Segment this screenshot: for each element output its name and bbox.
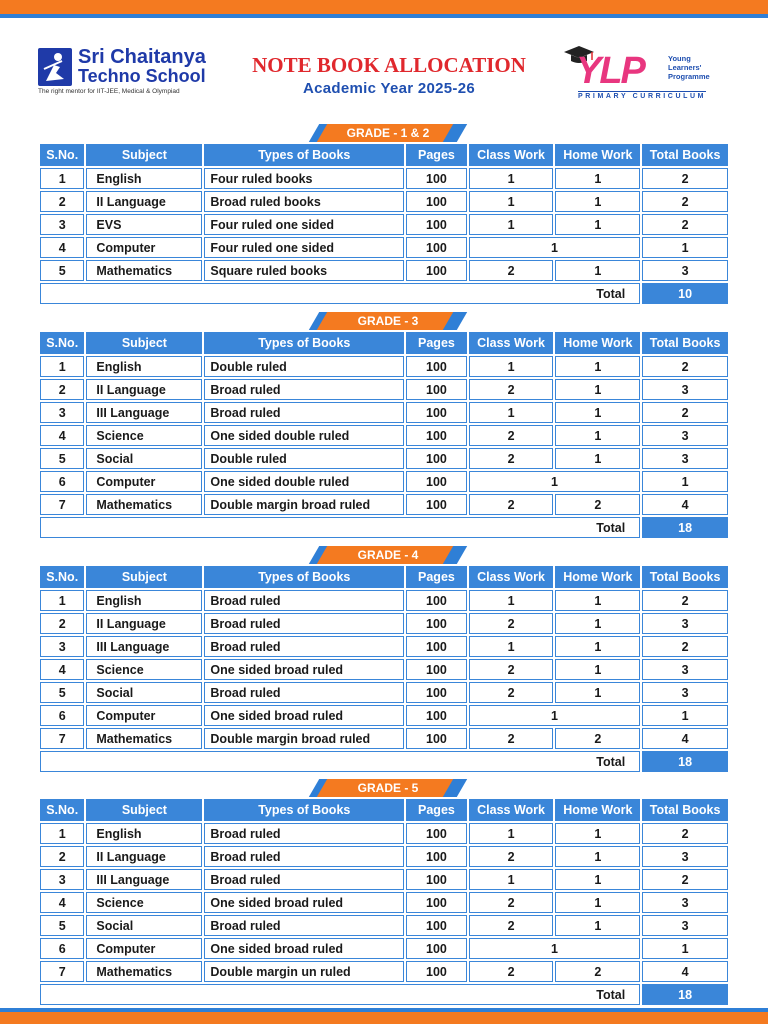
table-row: [40, 494, 728, 515]
table-row: [40, 613, 728, 634]
pages-cell: 100: [406, 846, 467, 867]
class-work-cell: 2: [469, 494, 554, 515]
table-row: [40, 402, 728, 423]
column-header: Total Books: [642, 566, 728, 588]
column-header: Total Books: [642, 799, 728, 821]
grade-banner-label: GRADE - 3: [357, 314, 419, 328]
class-work-cell: 1: [469, 214, 554, 235]
sno-cell: 2: [40, 379, 84, 400]
home-work-cell: 1: [555, 682, 640, 703]
column-header: Pages: [406, 144, 467, 166]
book-type-cell: One sided double ruled: [204, 471, 404, 492]
subject-cell: II Language: [86, 191, 202, 212]
home-work-cell: 1: [555, 892, 640, 913]
class-work-cell: 1: [469, 590, 554, 611]
column-header: Subject: [86, 566, 202, 588]
subject-cell: II Language: [86, 613, 202, 634]
home-work-cell: 1: [555, 823, 640, 844]
total-books-cell: 1: [642, 705, 728, 726]
subject-cell: Computer: [86, 471, 202, 492]
table-row: [40, 915, 728, 936]
sno-cell: 7: [40, 494, 84, 515]
sno-cell: 1: [40, 823, 84, 844]
book-type-cell: Broad ruled books: [204, 191, 404, 212]
sno-cell: 7: [40, 728, 84, 749]
column-header: Home Work: [555, 799, 640, 821]
subject-cell: Social: [86, 448, 202, 469]
home-work-cell: 2: [555, 728, 640, 749]
pages-cell: 100: [406, 260, 467, 281]
total-row: [40, 984, 728, 1005]
grade-banner-label: GRADE - 5: [357, 781, 419, 795]
book-type-cell: Broad ruled: [204, 613, 404, 634]
total-value: 10: [642, 283, 728, 304]
total-books-cell: 3: [642, 892, 728, 913]
column-header: Pages: [406, 799, 467, 821]
ylp-line2: Learners': [668, 63, 702, 72]
column-header: Types of Books: [204, 566, 404, 588]
sno-cell: 4: [40, 425, 84, 446]
book-type-cell: Double ruled: [204, 448, 404, 469]
book-type-cell: Double margin broad ruled: [204, 494, 404, 515]
home-work-cell: 1: [555, 356, 640, 377]
total-books-cell: 3: [642, 613, 728, 634]
table-row: [40, 590, 728, 611]
ylp-line3: Programme: [668, 72, 710, 81]
column-header: Class Work: [469, 566, 554, 588]
sno-cell: 1: [40, 356, 84, 377]
class-work-cell: 2: [469, 260, 554, 281]
home-work-cell: 1: [555, 425, 640, 446]
total-books-cell: 2: [642, 402, 728, 423]
sno-cell: 1: [40, 590, 84, 611]
sno-cell: 3: [40, 869, 84, 890]
book-type-cell: Four ruled books: [204, 168, 404, 189]
book-type-cell: Broad ruled: [204, 846, 404, 867]
page-subtitle: Academic Year 2025-26: [303, 80, 475, 97]
table-row: [40, 823, 728, 844]
book-type-cell: Double margin un ruled: [204, 961, 404, 982]
home-work-cell: 2: [555, 961, 640, 982]
ylp-programme-text: [668, 54, 710, 81]
subject-cell: Mathematics: [86, 728, 202, 749]
bottom-stripe-orange: [0, 1012, 768, 1024]
table-row: [40, 659, 728, 680]
total-books-cell: 4: [642, 494, 728, 515]
table-header-row: [40, 799, 728, 821]
logo-name-line2: Techno School: [78, 66, 206, 86]
table-row: [40, 961, 728, 982]
pages-cell: 100: [406, 659, 467, 680]
home-work-cell: 2: [555, 494, 640, 515]
class-work-cell: 2: [469, 728, 554, 749]
grade-banner: [314, 124, 462, 142]
home-work-cell: 1: [555, 191, 640, 212]
total-value: 18: [642, 984, 728, 1005]
class-work-cell: 1: [469, 168, 554, 189]
table-row: [40, 214, 728, 235]
total-row: [40, 751, 728, 772]
total-row: [40, 517, 728, 538]
subject-cell: Social: [86, 915, 202, 936]
column-header: Class Work: [469, 332, 554, 354]
sno-cell: 1: [40, 168, 84, 189]
total-books-cell: 3: [642, 915, 728, 936]
class-work-cell: 2: [469, 659, 554, 680]
grade-banner: [314, 546, 462, 564]
pages-cell: 100: [406, 448, 467, 469]
pages-cell: 100: [406, 191, 467, 212]
column-header: Types of Books: [204, 144, 404, 166]
subject-cell: Mathematics: [86, 494, 202, 515]
logo-name-line1: Sri Chaitanya: [78, 46, 206, 68]
table-row: [40, 237, 728, 258]
book-type-cell: Broad ruled: [204, 402, 404, 423]
subject-cell: Computer: [86, 237, 202, 258]
class-work-cell: 1: [469, 191, 554, 212]
pages-cell: 100: [406, 869, 467, 890]
class-work-cell: 1: [469, 636, 554, 657]
total-books-cell: 2: [642, 214, 728, 235]
total-books-cell: 1: [642, 471, 728, 492]
subject-cell: EVS: [86, 214, 202, 235]
table-header-row: [40, 332, 728, 354]
column-header: S.No.: [40, 799, 84, 821]
subject-cell: III Language: [86, 402, 202, 423]
book-type-cell: Broad ruled: [204, 590, 404, 611]
total-books-cell: 3: [642, 260, 728, 281]
total-books-cell: 2: [642, 590, 728, 611]
home-work-cell: 1: [555, 168, 640, 189]
table-row: [40, 471, 728, 492]
subject-cell: English: [86, 168, 202, 189]
class-work-cell: 2: [469, 682, 554, 703]
subject-cell: III Language: [86, 869, 202, 890]
total-books-cell: 3: [642, 682, 728, 703]
total-books-cell: 2: [642, 869, 728, 890]
total-books-cell: 3: [642, 425, 728, 446]
book-type-cell: Broad ruled: [204, 869, 404, 890]
pages-cell: 100: [406, 636, 467, 657]
sno-cell: 6: [40, 471, 84, 492]
pages-cell: 100: [406, 214, 467, 235]
total-books-cell: 2: [642, 636, 728, 657]
ylp-line1: Young: [668, 54, 691, 63]
total-books-cell: 3: [642, 379, 728, 400]
sno-cell: 5: [40, 448, 84, 469]
pages-cell: 100: [406, 425, 467, 446]
notebook-table: [38, 797, 730, 1007]
sno-cell: 5: [40, 682, 84, 703]
pages-cell: 100: [406, 379, 467, 400]
table-row: [40, 448, 728, 469]
top-stripe-blue: [0, 14, 768, 18]
table-row: [40, 260, 728, 281]
combined-work-cell: 1: [469, 237, 641, 258]
sno-cell: 4: [40, 659, 84, 680]
column-header: Types of Books: [204, 332, 404, 354]
book-type-cell: One sided broad ruled: [204, 659, 404, 680]
grade-banner-label: GRADE - 4: [357, 548, 419, 562]
sno-cell: 5: [40, 915, 84, 936]
pages-cell: 100: [406, 613, 467, 634]
table-row: [40, 892, 728, 913]
column-header: Types of Books: [204, 799, 404, 821]
table-row: [40, 379, 728, 400]
sno-cell: 7: [40, 961, 84, 982]
home-work-cell: 1: [555, 869, 640, 890]
notebook-table: [38, 330, 730, 540]
table-row: [40, 728, 728, 749]
table-row: [40, 191, 728, 212]
column-header: S.No.: [40, 332, 84, 354]
pages-cell: 100: [406, 471, 467, 492]
class-work-cell: 2: [469, 379, 554, 400]
home-work-cell: 1: [555, 214, 640, 235]
book-type-cell: Four ruled one sided: [204, 237, 404, 258]
total-books-cell: 3: [642, 846, 728, 867]
column-header: Home Work: [555, 566, 640, 588]
sno-cell: 3: [40, 402, 84, 423]
pages-cell: 100: [406, 705, 467, 726]
grade-banner: [314, 779, 462, 797]
subject-cell: English: [86, 823, 202, 844]
class-work-cell: 1: [469, 356, 554, 377]
ylp-logo: [560, 42, 730, 104]
book-type-cell: Double margin broad ruled: [204, 728, 404, 749]
subject-cell: Mathematics: [86, 260, 202, 281]
subject-cell: Computer: [86, 938, 202, 959]
combined-work-cell: 1: [469, 938, 641, 959]
table-header-row: [40, 566, 728, 588]
subject-cell: Social: [86, 682, 202, 703]
class-work-cell: 2: [469, 961, 554, 982]
notebook-table: [38, 142, 730, 306]
grade-banner-label: GRADE - 1 & 2: [346, 126, 430, 140]
sno-cell: 2: [40, 846, 84, 867]
column-header: Subject: [86, 332, 202, 354]
column-header: Home Work: [555, 144, 640, 166]
pages-cell: 100: [406, 237, 467, 258]
sno-cell: 6: [40, 938, 84, 959]
pages-cell: 100: [406, 494, 467, 515]
ylp-letters: YLP: [576, 50, 644, 92]
combined-work-cell: 1: [469, 471, 641, 492]
pages-cell: 100: [406, 728, 467, 749]
class-work-cell: 2: [469, 448, 554, 469]
page-title: NOTE BOOK ALLOCATION: [252, 53, 526, 77]
top-stripe-orange: [0, 0, 768, 14]
total-value: 18: [642, 517, 728, 538]
sno-cell: 4: [40, 237, 84, 258]
total-label: Total: [40, 283, 640, 304]
subject-cell: II Language: [86, 379, 202, 400]
home-work-cell: 1: [555, 613, 640, 634]
pages-cell: 100: [406, 168, 467, 189]
total-books-cell: 4: [642, 961, 728, 982]
home-work-cell: 1: [555, 590, 640, 611]
pages-cell: 100: [406, 356, 467, 377]
pages-cell: 100: [406, 938, 467, 959]
sno-cell: 6: [40, 705, 84, 726]
ylp-curriculum-label: PRIMARY CURRICULUM: [578, 93, 707, 100]
home-work-cell: 1: [555, 636, 640, 657]
book-type-cell: Broad ruled: [204, 682, 404, 703]
book-type-cell: Broad ruled: [204, 915, 404, 936]
pages-cell: 100: [406, 915, 467, 936]
combined-work-cell: 1: [469, 705, 641, 726]
book-type-cell: Broad ruled: [204, 379, 404, 400]
home-work-cell: 1: [555, 448, 640, 469]
home-work-cell: 1: [555, 846, 640, 867]
book-type-cell: Broad ruled: [204, 636, 404, 657]
logo-tagline: The right mentor for IIT-JEE, Medical & Olympiad: [38, 88, 180, 95]
subject-cell: III Language: [86, 636, 202, 657]
table-row: [40, 869, 728, 890]
home-work-cell: 1: [555, 659, 640, 680]
table-row: [40, 938, 728, 959]
subject-cell: English: [86, 356, 202, 377]
class-work-cell: 1: [469, 823, 554, 844]
logo-emblem-icon: [38, 48, 72, 86]
subject-cell: II Language: [86, 846, 202, 867]
table-row: [40, 168, 728, 189]
total-books-cell: 4: [642, 728, 728, 749]
column-header: Pages: [406, 566, 467, 588]
book-type-cell: One sided broad ruled: [204, 892, 404, 913]
class-work-cell: 2: [469, 892, 554, 913]
book-type-cell: Double ruled: [204, 356, 404, 377]
total-books-cell: 2: [642, 356, 728, 377]
table-row: [40, 356, 728, 377]
column-header: Class Work: [469, 799, 554, 821]
subject-cell: Science: [86, 425, 202, 446]
home-work-cell: 1: [555, 379, 640, 400]
pages-cell: 100: [406, 402, 467, 423]
pages-cell: 100: [406, 961, 467, 982]
class-work-cell: 2: [469, 915, 554, 936]
class-work-cell: 2: [469, 613, 554, 634]
column-header: S.No.: [40, 566, 84, 588]
sno-cell: 3: [40, 636, 84, 657]
column-header: S.No.: [40, 144, 84, 166]
pages-cell: 100: [406, 590, 467, 611]
class-work-cell: 1: [469, 402, 554, 423]
column-header: Subject: [86, 144, 202, 166]
total-books-cell: 1: [642, 938, 728, 959]
total-value: 18: [642, 751, 728, 772]
table-header-row: [40, 144, 728, 166]
sno-cell: 5: [40, 260, 84, 281]
subject-cell: Science: [86, 892, 202, 913]
table-row: [40, 425, 728, 446]
column-header: Total Books: [642, 144, 728, 166]
total-label: Total: [40, 517, 640, 538]
sno-cell: 2: [40, 191, 84, 212]
subject-cell: English: [86, 590, 202, 611]
class-work-cell: 2: [469, 425, 554, 446]
column-header: Pages: [406, 332, 467, 354]
total-label: Total: [40, 751, 640, 772]
subject-cell: Mathematics: [86, 961, 202, 982]
column-header: Class Work: [469, 144, 554, 166]
table-row: [40, 705, 728, 726]
home-work-cell: 1: [555, 402, 640, 423]
book-type-cell: One sided broad ruled: [204, 938, 404, 959]
sno-cell: 4: [40, 892, 84, 913]
sno-cell: 2: [40, 613, 84, 634]
home-work-cell: 1: [555, 260, 640, 281]
total-label: Total: [40, 984, 640, 1005]
sno-cell: 3: [40, 214, 84, 235]
total-books-cell: 1: [642, 237, 728, 258]
school-logo: [38, 48, 228, 98]
home-work-cell: 1: [555, 915, 640, 936]
table-row: [40, 846, 728, 867]
subject-cell: Computer: [86, 705, 202, 726]
column-header: Subject: [86, 799, 202, 821]
class-work-cell: 1: [469, 869, 554, 890]
book-type-cell: Square ruled books: [204, 260, 404, 281]
grade-banner: [314, 312, 462, 330]
book-type-cell: One sided double ruled: [204, 425, 404, 446]
book-type-cell: Broad ruled: [204, 823, 404, 844]
total-books-cell: 3: [642, 659, 728, 680]
book-type-cell: Four ruled one sided: [204, 214, 404, 235]
total-books-cell: 3: [642, 448, 728, 469]
total-books-cell: 2: [642, 168, 728, 189]
total-books-cell: 2: [642, 191, 728, 212]
column-header: Home Work: [555, 332, 640, 354]
class-work-cell: 2: [469, 846, 554, 867]
table-row: [40, 636, 728, 657]
total-row: [40, 283, 728, 304]
column-header: Total Books: [642, 332, 728, 354]
subject-cell: Science: [86, 659, 202, 680]
book-type-cell: One sided broad ruled: [204, 705, 404, 726]
total-books-cell: 2: [642, 823, 728, 844]
notebook-table: [38, 564, 730, 774]
pages-cell: 100: [406, 823, 467, 844]
table-row: [40, 682, 728, 703]
pages-cell: 100: [406, 892, 467, 913]
pages-cell: 100: [406, 682, 467, 703]
